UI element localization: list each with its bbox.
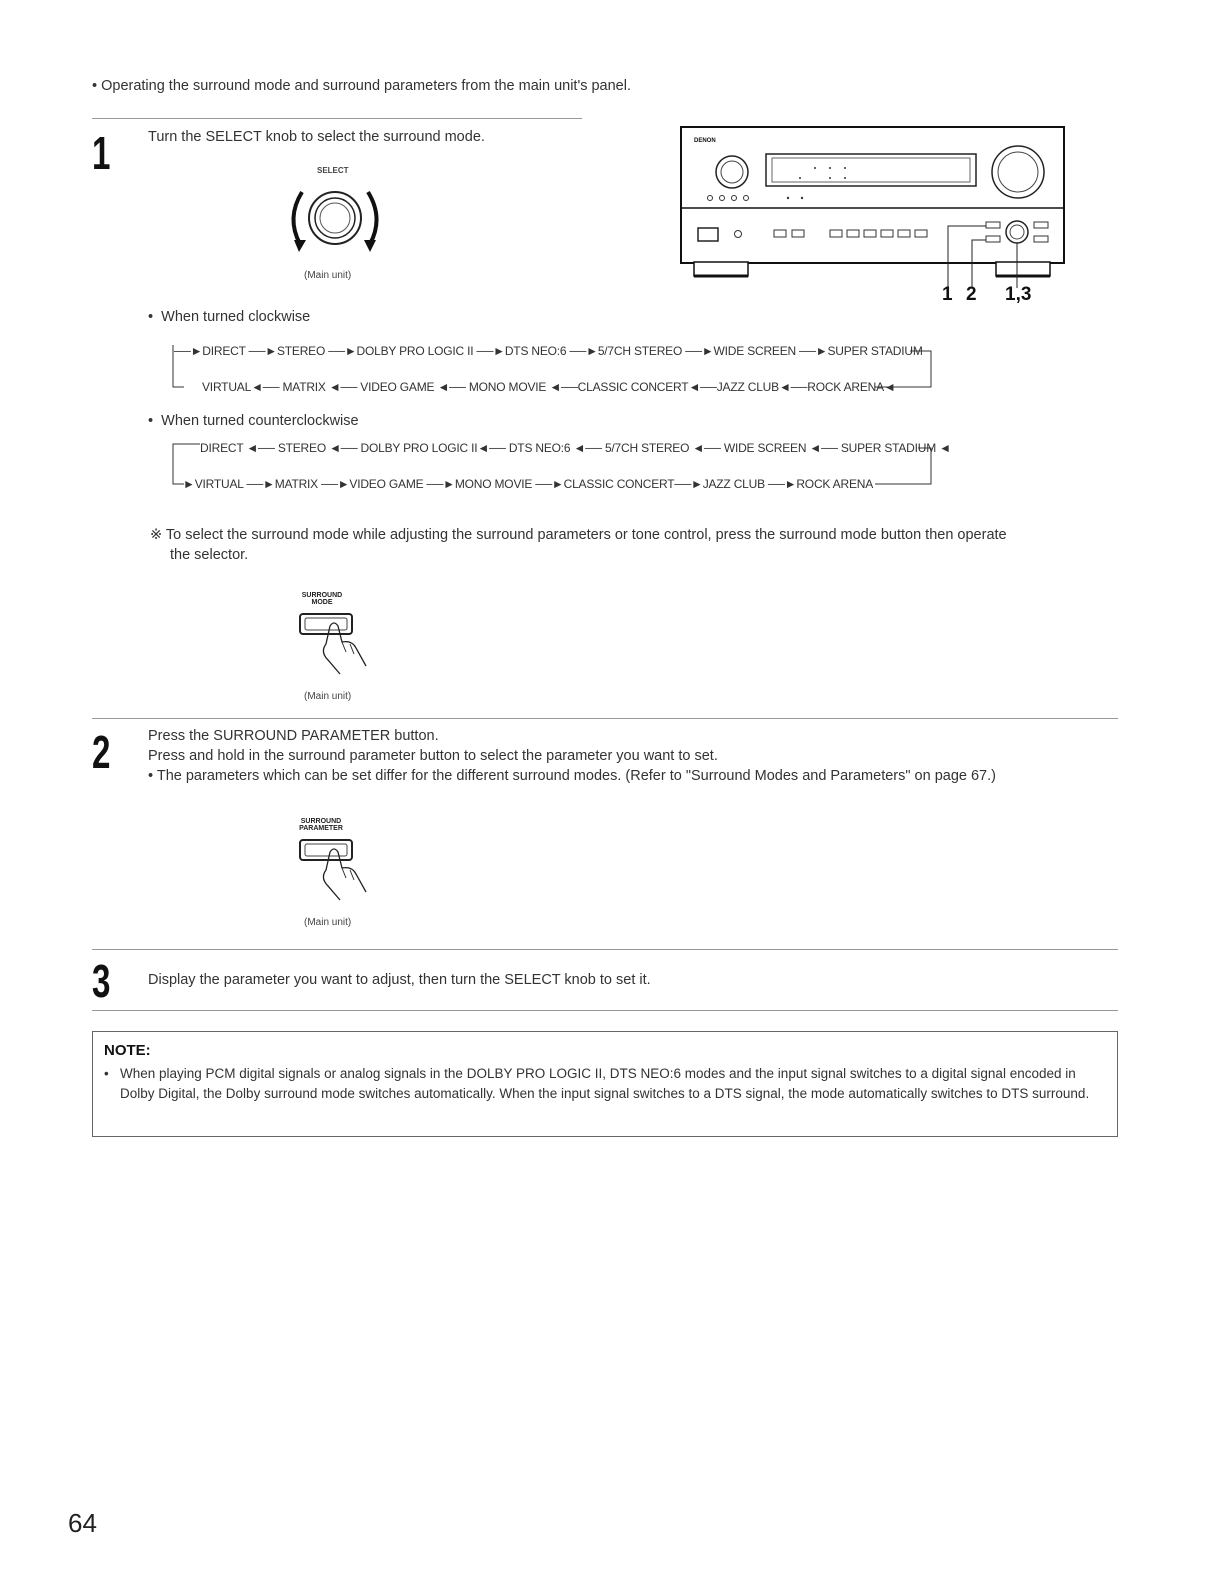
step-number-2: 2 xyxy=(92,726,111,778)
note-text: When playing PCM digital signals or analog signals in the DOLBY PRO LOGIC II, DTS NEO:6 modes and the input signal switches to a digital signal encoded in Dolby Digital, the Dolby surround mode switches automatically. When the input signal switches to a DTS signal, the mode automatically switches to DTS surround. xyxy=(120,1066,1090,1101)
mode-matrix: MATRIX xyxy=(282,380,326,394)
knob-icon xyxy=(280,178,390,258)
mode-video-game: VIDEO GAME xyxy=(360,380,435,394)
surround-mode-button-illustration xyxy=(290,590,390,705)
note-title: NOTE: xyxy=(104,1042,151,1059)
ccw-mode-mono-movie: MONO MOVIE xyxy=(454,477,533,491)
callout-2: 2 xyxy=(966,284,977,305)
surround-mode-label-line2: MODE xyxy=(311,599,333,606)
surround-parameter-button-illustration xyxy=(290,816,390,931)
mode-mono-movie: MONO MOVIE xyxy=(468,380,547,394)
hand-pressing-button-icon xyxy=(290,608,390,678)
remark-line-1: ※ To select the surround mode while adjusting the surround parameters or tone control, press the surround mode button then operate xyxy=(150,527,1007,543)
step3-text: Display the parameter you want to adjust, then turn the SELECT knob to set it. xyxy=(148,972,651,988)
ccw-mode-dts-neo6: DTS NEO:6 xyxy=(508,441,571,455)
remark-line-2: the selector. xyxy=(170,547,249,563)
surround-parameter-label-line2: PARAMETER xyxy=(299,825,343,832)
clockwise-row2: VIRTUAL◄── MATRIX ◄── VIDEO GAME ◄── MONO MOVIE ◄──CLASSIC CONCERT◄──JAZZ CLUB◄──ROCK ARENA◄ xyxy=(202,380,896,394)
ccw-mode-direct: DIRECT xyxy=(200,441,244,455)
divider xyxy=(92,718,1118,719)
surround-mode-label xyxy=(300,592,344,606)
step1-text: Turn the SELECT knob to select the surround mode. xyxy=(148,129,485,145)
step-number-3: 3 xyxy=(92,955,111,1007)
note-bullet: • xyxy=(104,1066,109,1081)
ccw-mode-57ch-stereo: 5/7CH STEREO xyxy=(604,441,690,455)
surround-mode-label-line1: SURROUND xyxy=(301,592,343,599)
mode-dts-neo6: DTS NEO:6 xyxy=(504,344,567,358)
divider xyxy=(92,949,1118,950)
divider xyxy=(92,1010,1118,1011)
note-body xyxy=(104,1064,1109,1104)
surround-parameter-label-line1: SURROUND xyxy=(300,818,342,825)
ccw-mode-stereo: STEREO xyxy=(277,441,326,455)
intro-text: • Operating the surround mode and surround parameters from the main unit's panel. xyxy=(92,78,631,94)
counterclockwise-heading-text: When turned counterclockwise xyxy=(161,413,359,429)
knob-label: SELECT xyxy=(317,166,349,175)
hand-pressing-button-icon xyxy=(290,834,390,904)
mode-virtual: VIRTUAL xyxy=(202,380,252,394)
ccw-mode-video-game: VIDEO GAME xyxy=(349,477,424,491)
mode-57ch-stereo: 5/7CH STEREO xyxy=(597,344,683,358)
step2-line1: Press the SURROUND PARAMETER button. xyxy=(148,728,439,744)
callout-1: 1 xyxy=(942,284,953,305)
ccw-mode-classic-concert: CLASSIC CONCERT xyxy=(563,477,675,491)
step2-line2: Press and hold in the surround parameter button to select the parameter you want to set. xyxy=(148,748,718,764)
ccw-mode-matrix: MATRIX xyxy=(274,477,318,491)
mode-direct: DIRECT xyxy=(202,344,246,358)
clockwise-row1: ──►DIRECT ──►STEREO ──►DOLBY PRO LOGIC II ──►DTS NEO:6 ──►5/7CH STEREO ──►WIDE SCREEN ──►SUPER STADIUM xyxy=(174,344,923,358)
ccw-mode-wide-screen: WIDE SCREEN xyxy=(723,441,807,455)
receiver-panel-drawing xyxy=(680,126,1066,310)
clockwise-heading-text: When turned clockwise xyxy=(161,309,311,325)
mode-rock-arena: ROCK ARENA xyxy=(807,380,884,394)
mode-jazz-club: JAZZ CLUB xyxy=(716,380,779,394)
mode-stereo: STEREO xyxy=(276,344,326,358)
mode-dolby-pro-logic-ii: DOLBY PRO LOGIC II xyxy=(356,344,474,358)
select-knob-illustration xyxy=(280,164,390,281)
ccw-mode-virtual: VIRTUAL xyxy=(194,477,244,491)
counterclockwise-row1: DIRECT ◄── STEREO ◄── DOLBY PRO LOGIC II◄── DTS NEO:6 ◄── 5/7CH STEREO ◄── WIDE SCREEN ◄── SUPER STADIUM ◄ xyxy=(200,441,951,455)
surround-parameter-label xyxy=(294,818,348,832)
brand-logo: DENON xyxy=(694,138,716,144)
surround-mode-caption: (Main unit) xyxy=(304,691,352,702)
receiver-front-panel-illustration xyxy=(680,126,1066,310)
counterclockwise-heading: • When turned counterclockwise xyxy=(148,413,359,429)
mode-super-stadium: SUPER STADIUM xyxy=(827,344,923,358)
page-number: 64 xyxy=(68,1508,97,1538)
ccw-mode-jazz-club: JAZZ CLUB xyxy=(702,477,765,491)
mode-wide-screen: WIDE SCREEN xyxy=(713,344,797,358)
counterclockwise-row2: ►VIRTUAL ──►MATRIX ──►VIDEO GAME ──►MONO MOVIE ──►CLASSIC CONCERT──►JAZZ CLUB ──►ROCK ARENA xyxy=(183,477,874,491)
step-number-1: 1 xyxy=(92,127,111,179)
clockwise-heading: • When turned clockwise xyxy=(148,309,311,325)
ccw-mode-rock-arena: ROCK ARENA xyxy=(796,477,874,491)
ccw-mode-dolby-pro-logic-ii: DOLBY PRO LOGIC II xyxy=(360,441,478,455)
divider xyxy=(92,118,582,119)
ccw-mode-super-stadium: SUPER STADIUM xyxy=(840,441,937,455)
knob-caption: (Main unit) xyxy=(304,270,352,281)
note-box xyxy=(92,1031,1118,1137)
mode-classic-concert: CLASSIC CONCERT xyxy=(577,380,689,394)
surround-parameter-caption: (Main unit) xyxy=(304,917,352,928)
step2-line3: • The parameters which can be set differ for the different surround modes. (Refer to "Surround Modes and Parameters" on page 67.) xyxy=(148,768,996,784)
callout-1-3: 1,3 xyxy=(1005,284,1032,305)
